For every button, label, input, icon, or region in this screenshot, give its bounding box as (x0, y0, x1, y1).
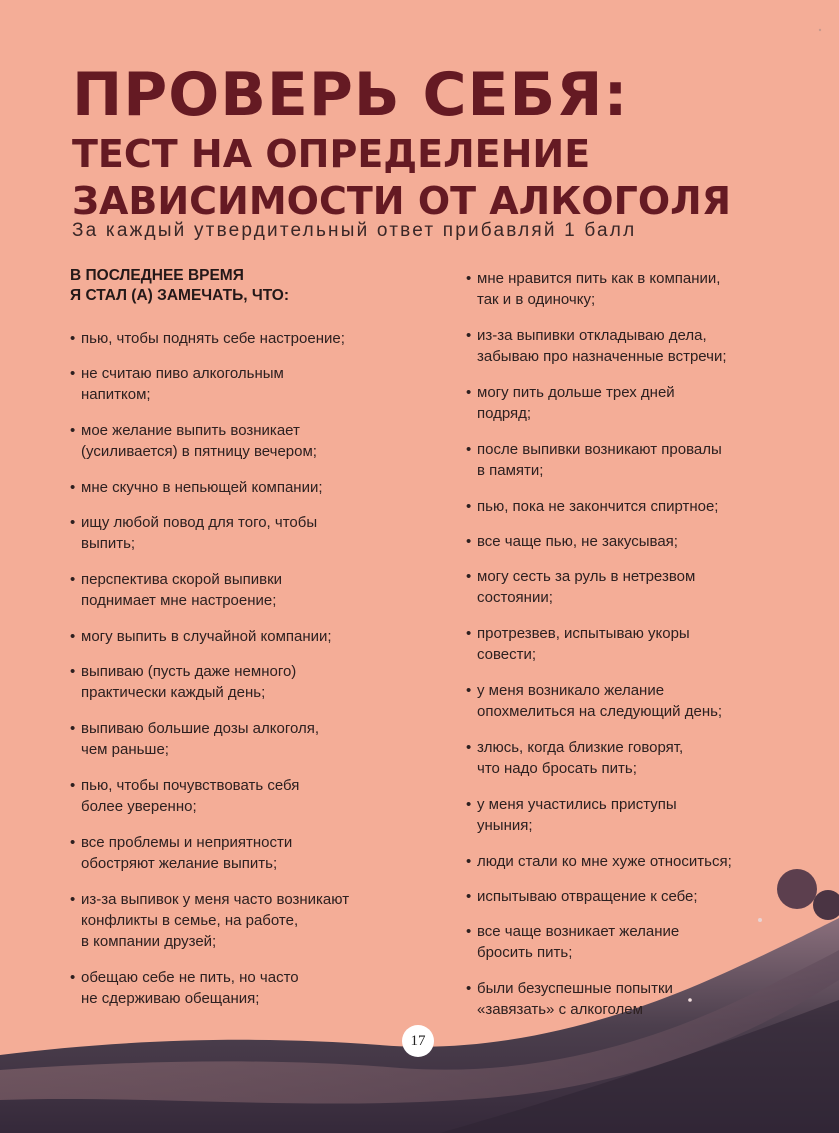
page-title: ПРОВЕРЬ СЕБЯ: (72, 60, 629, 130)
checklist-item (70, 420, 430, 462)
checklist-item-text: • пью, чтобы почувствовать себя более уверенно; (81, 777, 300, 815)
checklist-item (70, 569, 430, 611)
checklist-item-text: • мое желание выпить возникает (усиливается) в пятницу вечером; (81, 422, 317, 460)
checklist-item (70, 775, 430, 817)
checklist-item (466, 268, 826, 310)
left-item-column (70, 328, 430, 1024)
checklist-item-text: • были безуспешные попытки «завязать» с алкоголем (477, 980, 673, 1018)
checklist-item (70, 626, 430, 647)
checklist-item (466, 439, 826, 481)
checklist-item (70, 363, 430, 405)
checklist-item-text: • испытываю отвращение к себе; (477, 888, 698, 905)
checklist-item (466, 886, 826, 907)
page-number: 17 (402, 1025, 434, 1057)
checklist-item (70, 967, 430, 1009)
checklist-item-text: • люди стали ко мне хуже относиться; (477, 853, 732, 870)
page-subtitle-line-1: ТЕСТ НА ОПРЕДЕЛЕНИЕ (72, 132, 591, 176)
checklist-item-text: • обещаю себе не пить, но часто не сдерживаю обещания; (81, 969, 299, 1007)
checklist-item-text: • могу сесть за руль в нетрезвом состоянии; (477, 568, 696, 606)
checklist-item-text: • все проблемы и неприятности обостряют желание выпить; (81, 834, 293, 872)
checklist-item-text: • злюсь, когда близкие говорят, что надо бросать пить; (477, 739, 684, 777)
scoring-instruction: За каждый утвердительный ответ прибавляй 1 балл (72, 220, 637, 241)
checklist-item-text: • выпиваю (пусть даже немного) практически каждый день; (81, 663, 297, 701)
checklist-item-text: • ищу любой повод для того, чтобы выпить; (81, 514, 318, 552)
checklist-item (466, 680, 826, 722)
checklist-item-text: • могу пить дольше трех дней подряд; (477, 384, 675, 422)
checklist-item (70, 328, 430, 349)
checklist-item (70, 889, 430, 952)
checklist-item (70, 661, 430, 703)
checklist-item-text: • у меня участились приступы уныния; (477, 796, 677, 834)
page-subtitle-line-2: ЗАВИСИМОСТИ ОТ АЛКОГОЛЯ (72, 179, 731, 223)
checklist-item (466, 737, 826, 779)
section-heading: В ПОСЛЕДНЕЕ ВРЕМЯ Я СТАЛ (А) ЗАМЕЧАТЬ, ЧТО: (70, 267, 290, 304)
checklist-item (70, 832, 430, 874)
checklist-item-text: • протрезвев, испытываю укоры совести; (477, 625, 690, 663)
checklist-item (70, 477, 430, 498)
checklist-item (466, 496, 826, 517)
checklist-item-text: • выпиваю большие дозы алкоголя, чем раньше; (81, 720, 320, 758)
checklist-item-text: • из-за выпивок у меня часто возникают конфликты в семье, на работе, в компании друзей; (81, 891, 350, 950)
checklist-item (466, 325, 826, 367)
checklist-item (466, 851, 826, 872)
checklist-item (466, 382, 826, 424)
checklist-item (466, 978, 826, 1020)
checklist-item-text: • все чаще возникает желание бросить пить; (477, 923, 680, 961)
checklist-item (70, 512, 430, 554)
checklist-item-text: • все чаще пью, не закусывая; (477, 533, 678, 550)
checklist-item-text: • могу выпить в случайной компании; (81, 628, 332, 645)
checklist-item-text: • пью, чтобы поднять себе настроение; (81, 330, 345, 347)
right-item-column (466, 268, 826, 1035)
checklist-item-text: • из-за выпивки откладываю дела, забываю про назначенные встречи; (477, 327, 727, 365)
checklist-item-text: • пью, пока не закончится спиртное; (477, 498, 719, 515)
checklist-item-text: • перспектива скорой выпивки поднимает мне настроение; (81, 571, 283, 609)
checklist-item-text: • после выпивки возникают провалы в памяти; (477, 441, 722, 479)
checklist-item (466, 566, 826, 608)
checklist-item (466, 623, 826, 665)
checklist-item (466, 531, 826, 552)
checklist-item-text: • у меня возникало желание опохмелиться на следующий день; (477, 682, 723, 720)
checklist-item-text: • мне нравится пить как в компании, так и в одиночку; (477, 270, 721, 308)
checklist-item-text: • не считаю пиво алкогольным напитком; (81, 365, 284, 403)
checklist-item (70, 718, 430, 760)
checklist-item-text: • мне скучно в непьющей компании; (81, 479, 323, 496)
checklist-item (466, 921, 826, 963)
checklist-item (466, 794, 826, 836)
